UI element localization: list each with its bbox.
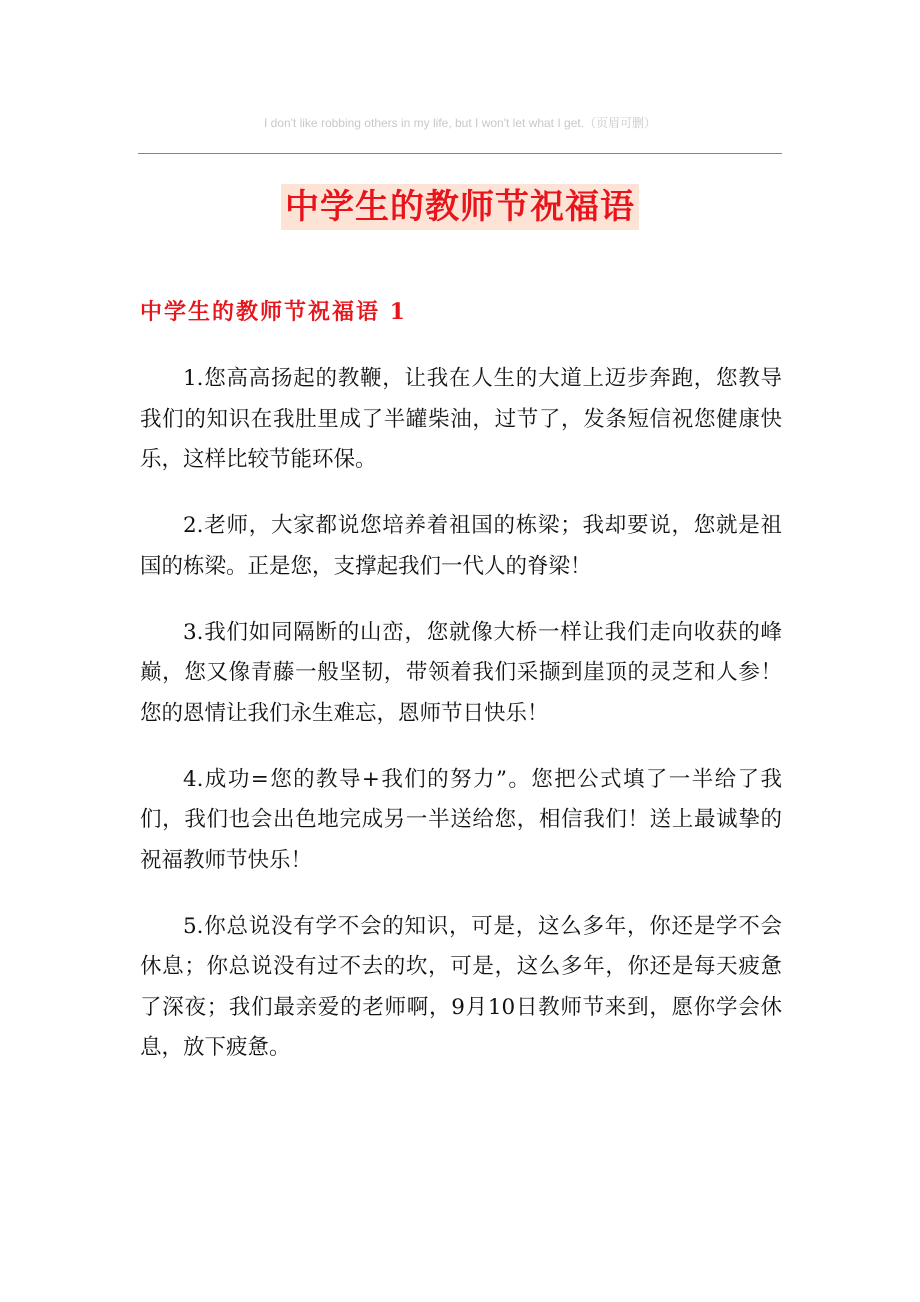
paragraph-5: 5.你总说没有学不会的知识，可是，这么多年，你还是学不会休息；你总说没有过不去的坎，可是，这么多年，你还是每天疲惫了深夜；我们最亲爱的老师啊，9月10日教师节来到，愿你学会休息，放下疲惫。 bbox=[140, 913, 782, 1060]
paragraph-2: 2.老师，大家都说您培养着祖国的栋梁；我却要说，您就是祖国的栋梁。正是您，支撑起我们一代人的脊梁！ bbox=[140, 513, 782, 579]
page-header: I don't like robbing others in my life, but I won't let what I get.（页眉可删） bbox=[263, 116, 657, 130]
header-divider bbox=[138, 153, 782, 154]
document-body bbox=[140, 359, 782, 1094]
document-title: 中学生的教师节祝福语 bbox=[281, 184, 639, 230]
paragraph-1: 1.您高高扬起的教鞭，让我在人生的大道上迈步奔跑，您教导我们的知识在我肚里成了半罐柴油，过节了，发条短信祝您健康快乐，这样比较节能环保。 bbox=[140, 366, 782, 472]
title-container bbox=[0, 184, 920, 230]
section-heading: 中学生的教师节祝福语 1 bbox=[140, 299, 407, 325]
paragraph-4: 4.成功=您的教导+我们的努力”。您把公式填了一半给了我们，我们也会出色地完成另一半送给您，相信我们！送上最诚挚的祝福教师节快乐！ bbox=[140, 766, 782, 873]
paragraph-3: 3.我们如同隔断的山峦，您就像大桥一样让我们走向收获的峰巅，您又像青藤一般坚韧，带领着我们采撷到崖顶的灵芝和人参！您的恩情让我们永生难忘，恩师节日快乐！ bbox=[140, 619, 782, 726]
